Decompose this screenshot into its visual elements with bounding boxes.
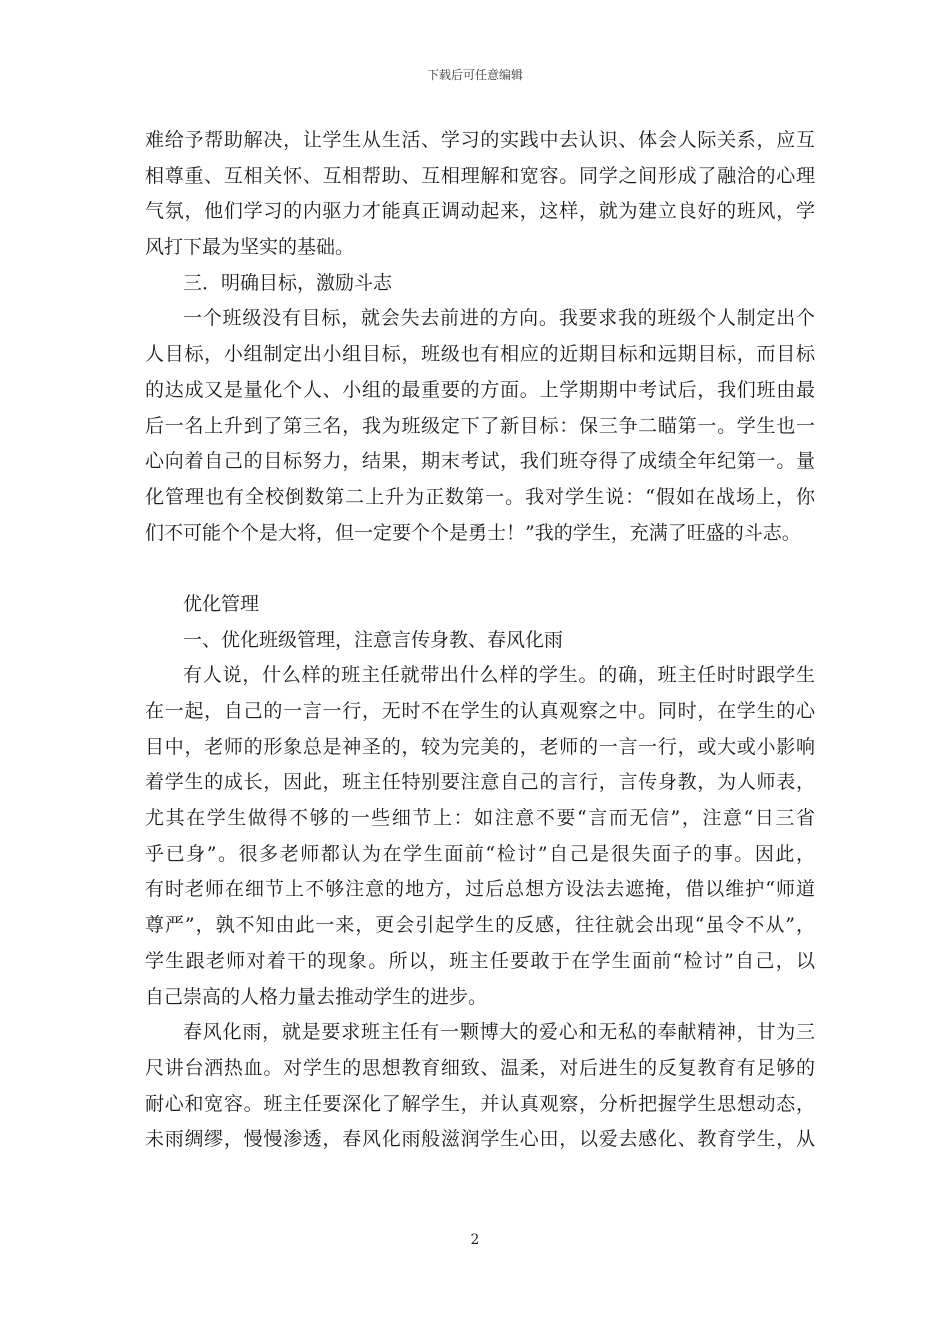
- paragraph-continuation: [145, 123, 815, 266]
- text-line: 们不可能个个是大将，但一定要个个是勇士！”我的学生，充满了旺盛的斗志。: [145, 521, 801, 544]
- spacer: [145, 551, 815, 587]
- text-line: 学生跟老师对着干的现象。所以，班主任要敢于在学生面前“检讨”自己，以: [145, 949, 815, 972]
- text-line: 在一起，自己的一言一行，无时不在学生的认真观察之中。同时，在学生的心: [145, 700, 815, 722]
- text-line: 心向着自己的目标努力，结果，期末考试，我们班夺得了成绩全年纪第一。量: [145, 450, 815, 473]
- text-line: 尺讲台洒热血。对学生的思想教育细致、温柔，对后进生的反复教育有足够的: [145, 1056, 815, 1079]
- text-line: 相尊重、互相关怀、互相帮助、互相理解和宽容。同学之间形成了融洽的心理: [145, 164, 815, 187]
- text-line: 有时老师在细节上不够注意的地方，过后总想方设法去遮掩，借以维护“师道: [145, 878, 815, 901]
- text-line: 的达成又是量化个人、小组的最重要的方面。上学期期中考试后，我们班由最: [145, 378, 815, 401]
- heading-management: 一、优化班级管理，注意言传身教、春风化雨: [183, 628, 564, 651]
- text-line: 未雨绸缪，慢慢渗透，春风化雨般滋润学生心田，以爱去感化、教育学生，从: [145, 1128, 815, 1151]
- paragraph-goals: [145, 301, 815, 551]
- page-number: 2: [470, 1232, 480, 1248]
- text-line: 化管理也有全校倒数第二上升为正数第一。我对学生说：“假如在战场上，你: [145, 485, 815, 508]
- text-line: 自己崇高的人格力量去推动学生的进步。: [145, 985, 488, 1008]
- header-note: 下载后可任意编辑: [426, 68, 523, 82]
- text-line: 春风化雨，就是要求班主任有一颗博大的爱心和无私的奉献精神，甘为三: [183, 1021, 815, 1044]
- text-line: 尊严”，孰不知由此一来，更会引起学生的反感，往往就会出现“虽令不从”，: [145, 914, 815, 937]
- text-line: 乎已身”。很多老师都认为在学生面前“检讨”自己是很失面子的事。因此，: [145, 842, 815, 865]
- body-text: [145, 123, 815, 1158]
- text-line: 风打下最为坚实的基础。: [145, 236, 355, 259]
- paragraph-spring-breeze: [145, 1015, 815, 1158]
- text-line: 气氛，他们学习的内驱力才能真正调动起来，这样，就为建立良好的班风，学: [145, 200, 815, 223]
- text-line: 耐心和宽容。班主任要深化了解学生，并认真观察，分析把握学生思想动态，: [145, 1092, 815, 1115]
- paragraph-example: [145, 658, 815, 1015]
- text-line: 有人说，什么样的班主任就带出什么样的学生。的确，班主任时时跟学生: [183, 664, 815, 687]
- heading-goals: 三．明确目标，激励斗志: [183, 271, 393, 294]
- text-line: 后一名上升到了第三名，我为班级定下了新目标：保三争二瞄第一。学生也一: [145, 414, 815, 437]
- section-title: 优化管理: [183, 592, 260, 615]
- text-line: 尤其在学生做得不够的一些细节上：如注意不要“言而无信”，注意“日三省: [145, 807, 815, 830]
- text-line: 目中，老师的形象总是神圣的，较为完美的，老师的一言一行，或大或小影响: [145, 735, 815, 758]
- text-line: 一个班级没有目标，就会失去前进的方向。我要求我的班级个人制定出个: [183, 307, 815, 330]
- text-line: 难给予帮助解决，让学生从生活、学习的实践中去认识、体会人际关系，应互: [145, 129, 815, 151]
- text-line: 着学生的成长，因此，班主任特别要注意自己的言行，言传身教，为人师表，: [145, 771, 815, 794]
- text-line: 人目标，小组制定出小组目标，班级也有相应的近期目标和远期目标，而目标: [145, 343, 815, 366]
